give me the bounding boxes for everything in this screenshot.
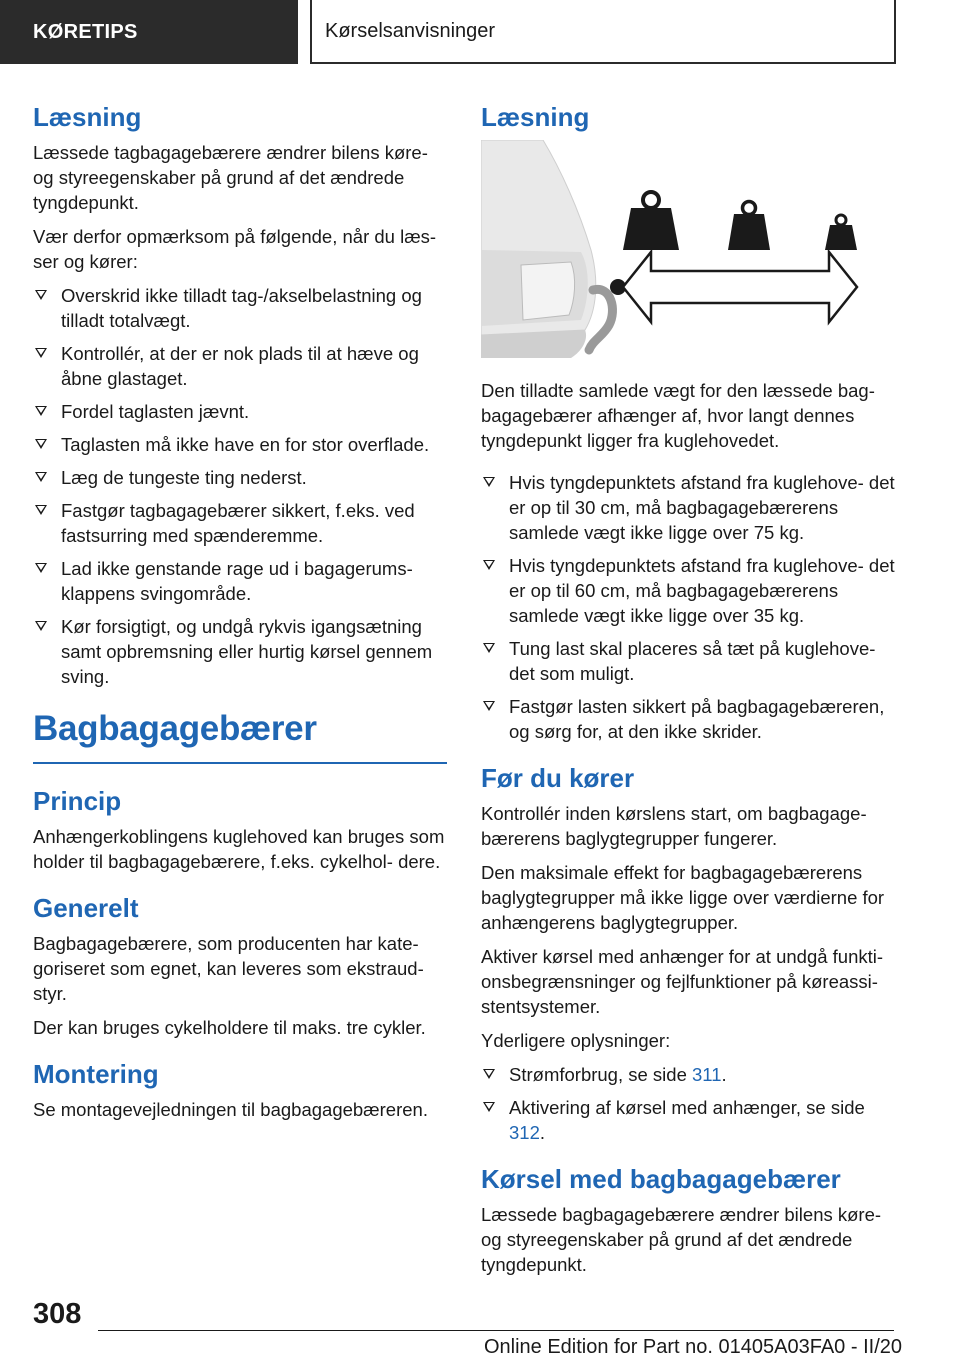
bullet-triangle-icon [483, 1069, 495, 1079]
left-column [33, 100, 447, 1131]
footer-rule [98, 1330, 894, 1331]
bullet-triangle-icon [35, 505, 47, 515]
paragraph: Der kan bruges cykelholdere til maks. tre cykler. [33, 1017, 426, 1038]
list-item: Fastgør lasten sikkert på bagbagagebæreren, og sørg for, at den ikke skrider. [481, 694, 901, 744]
list-item: Taglasten må ikke have en for stor overflade. [33, 432, 447, 457]
paragraph: Yderligere oplysninger: [481, 1030, 671, 1051]
list-item: Hvis tyngdepunktets afstand fra kuglehove- det er op til 30 cm, må bagbagagebærerens samlede vægt ikke ligge over 75 kg. [481, 470, 901, 545]
bullet-triangle-icon [483, 560, 495, 570]
list-item: Læg de tungeste ting nederst. [33, 465, 447, 490]
page-number: 308 [33, 1298, 82, 1330]
paragraph: Den maksimale effekt for bagbagagebærerens baglygtegrupper må ikke ligge over værdierne for anhængerens baglygtegrupper. [481, 862, 885, 933]
right-column [481, 100, 901, 1286]
section-title: KØRETIPS [33, 20, 138, 43]
bullet-triangle-icon [483, 643, 495, 653]
list-item: Tung last skal placeres så tæt på kuglehove- det som muligt. [481, 636, 901, 686]
bullet-list [481, 470, 901, 744]
bullet-triangle-icon [483, 1102, 495, 1112]
edition-note: Online Edition for Part no. 01405A03FA0 - II/20 [483, 1336, 902, 1358]
bullet-triangle-icon [35, 290, 47, 300]
section-tab [0, 0, 298, 64]
list-item: Overskrid ikke tilladt tag-/akselbelastning og tilladt totalvægt. [33, 283, 447, 333]
heading-montering: Montering [33, 1059, 159, 1089]
heading-laesning-left: Læsning [33, 102, 142, 132]
paragraph: Læssede tagbagagebærere ændrer bilens køre- og styreegenskaber på grund af det ændrede tyngdepunkt. [33, 142, 428, 213]
chapter-title: Kørselsanvisninger [325, 19, 496, 42]
page-link-311[interactable]: 311 [692, 1064, 722, 1085]
list-item: Hvis tyngdepunktets afstand fra kuglehove- det er op til 60 cm, må bagbagagebærerens samlede vægt ikke ligge over 35 kg. [481, 553, 901, 628]
page-link-312[interactable]: 312 [509, 1122, 540, 1143]
bullet-triangle-icon [35, 563, 47, 573]
list-item: Fastgør tagbagagebærer sikkert, f.eks. ved fastsurring med spænderemme. [33, 498, 447, 548]
paragraph: Anhængerkoblingens kuglehoved kan bruges som holder til bagbagagebærere, f.eks. cykelhol- dere. [33, 826, 445, 872]
paragraph: Læssede bagbagagebærere ændrer bilens køre- og styreegenskaber på grund af det ændrede tyngdepunkt. [481, 1204, 882, 1275]
paragraph: Kontrollér inden kørslens start, om bagbagage- bærerens baglygtegrupper fungerer. [481, 803, 867, 849]
list-item: Lad ikke genstande rage ud i bagagerums- klappens svingområde. [33, 556, 447, 606]
list-item: Kør forsigtigt, og undgå rykvis igangsætning samt opbremsning eller hurtig kørsel gennem sving. [33, 614, 447, 689]
heading-koersel-med-bagbagagebaerer: Kørsel med bagbagagebærer [481, 1164, 841, 1194]
bullet-triangle-icon [35, 472, 47, 482]
paragraph: Bagbagagebærere, som producenten har kate- goriseret som egnet, kan leveres som ekstraud- styr. [33, 933, 424, 1004]
heading-princip: Princip [33, 786, 122, 816]
list-item: Aktivering af kørsel med anhænger, se side 312. [481, 1095, 901, 1145]
bullet-triangle-icon [483, 701, 495, 711]
heading-bagbagagebaerer: Bagbagagebærer [33, 706, 447, 764]
bullet-triangle-icon [35, 621, 47, 631]
chapter-tab [312, 0, 896, 64]
bullet-triangle-icon [483, 477, 495, 487]
bullet-list [33, 283, 447, 689]
bullet-triangle-icon [35, 348, 47, 358]
heading-foer-du-koerer: Før du kører [481, 763, 635, 793]
paragraph: Se montagevejledningen til bagbagagebæreren. [33, 1099, 428, 1120]
heading-laesning-right: Læsning [481, 102, 590, 132]
figure-caption: Den tilladte samlede vægt for den læssede bag- bagagebærer afhænger af, hvor langt dennes tyngdepunkt ligger fra kuglehovedet. [481, 380, 875, 451]
list-item: Strømforbrug, se side 311. [481, 1062, 901, 1087]
paragraph: Vær derfor opmærksom på følgende, når du læs- ser og kører: [33, 226, 437, 272]
paragraph: Aktiver kørsel med anhænger for at undgå funkti- onsbegrænsninger og fejlfunktioner på køreassi- stentsystemer. [481, 946, 884, 1017]
heading-generelt: Generelt [33, 893, 139, 923]
bullet-triangle-icon [35, 439, 47, 449]
list-item: Fordel taglasten jævnt. [33, 399, 447, 424]
tow-hook-weight-illustration [481, 140, 895, 358]
list-item: Kontrollér, at der er nok plads til at hæve og åbne glastaget. [33, 341, 447, 391]
reference-list [481, 1062, 901, 1145]
bullet-triangle-icon [35, 406, 47, 416]
